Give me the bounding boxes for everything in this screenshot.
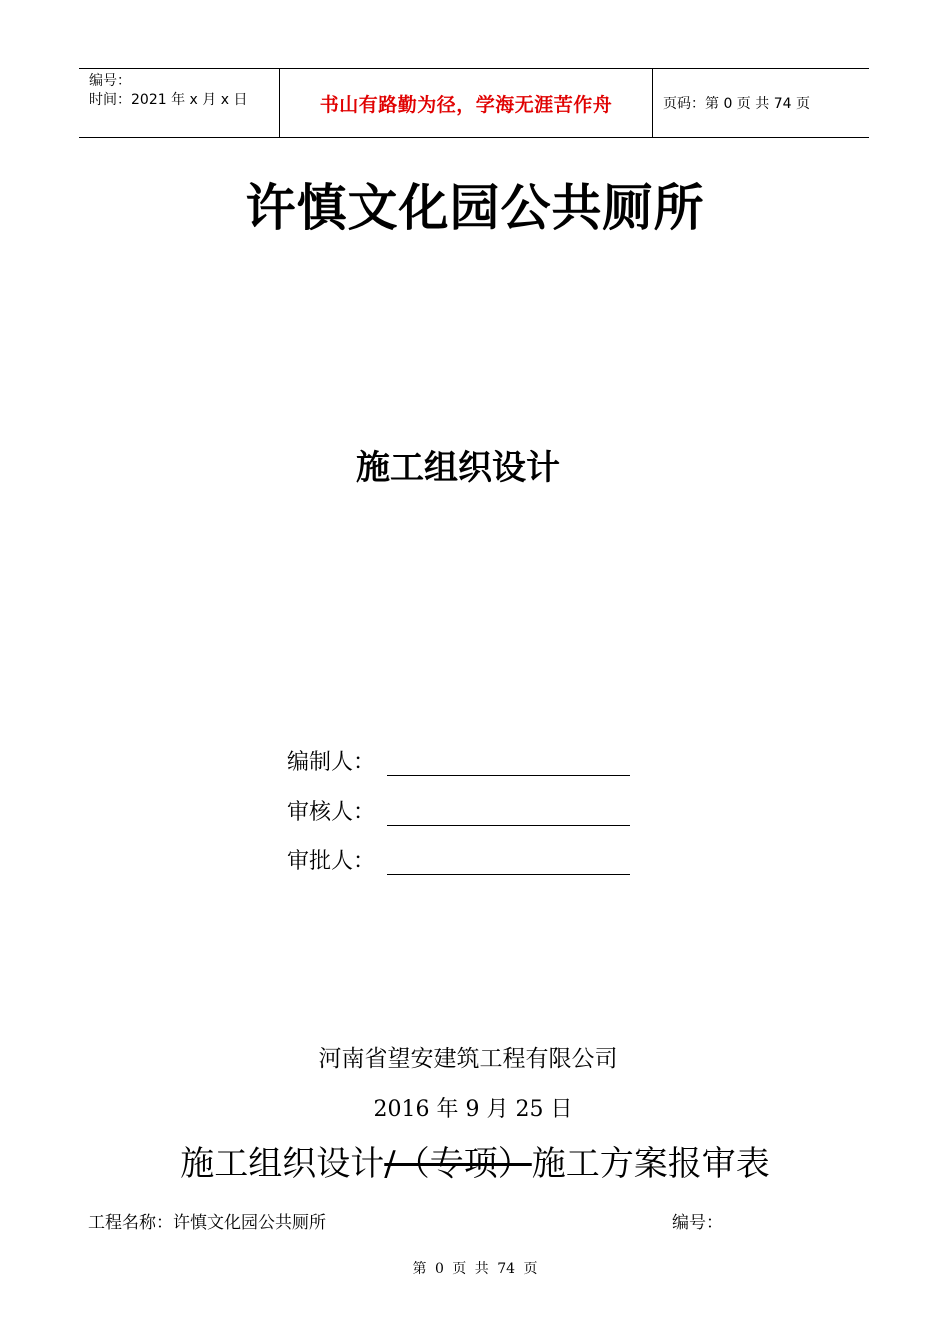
signature-label: 审核人： — [287, 800, 376, 825]
signature-row-approver — [287, 843, 630, 875]
header-motto: 书山有路勤为径，学海无涯苦作舟 — [280, 69, 653, 137]
signature-label: 审批人： — [287, 849, 376, 874]
form-title-struck: /（专项） — [384, 1144, 532, 1184]
signature-line — [387, 749, 630, 776]
form-title-part2: 施工方案报审表 — [531, 1144, 770, 1184]
page-header — [79, 68, 869, 138]
signature-line — [387, 799, 630, 826]
document-type-title: 施工组织设计 — [356, 448, 560, 488]
document-date: 2016 年 9 月 25 日 — [373, 1097, 573, 1122]
signature-row-compiler — [287, 744, 630, 776]
company-name: 河南省望安建筑工程有限公司 — [318, 1046, 618, 1072]
signature-row-reviewer — [287, 794, 630, 826]
form-title-part1: 施工组织设计 — [180, 1144, 385, 1184]
project-title: 许慎文化园公共厕所 — [245, 179, 705, 237]
signature-label: 编制人： — [287, 750, 376, 775]
project-name-field: 工程名称：许慎文化园公共厕所 — [88, 1213, 326, 1233]
page-footer: 第 0 页 共 74 页 — [412, 1261, 538, 1277]
form-code-field: 编号： — [672, 1213, 723, 1233]
signature-line — [387, 848, 630, 875]
form-title — [0, 1136, 950, 1185]
header-time-label: 时间：2021 年 x 月 x 日 — [89, 92, 248, 108]
header-number-label: 编号： — [89, 73, 131, 89]
header-page-info: 页码：第 0 页 共 74 页 — [663, 96, 810, 112]
header-meta-cell — [79, 69, 280, 137]
